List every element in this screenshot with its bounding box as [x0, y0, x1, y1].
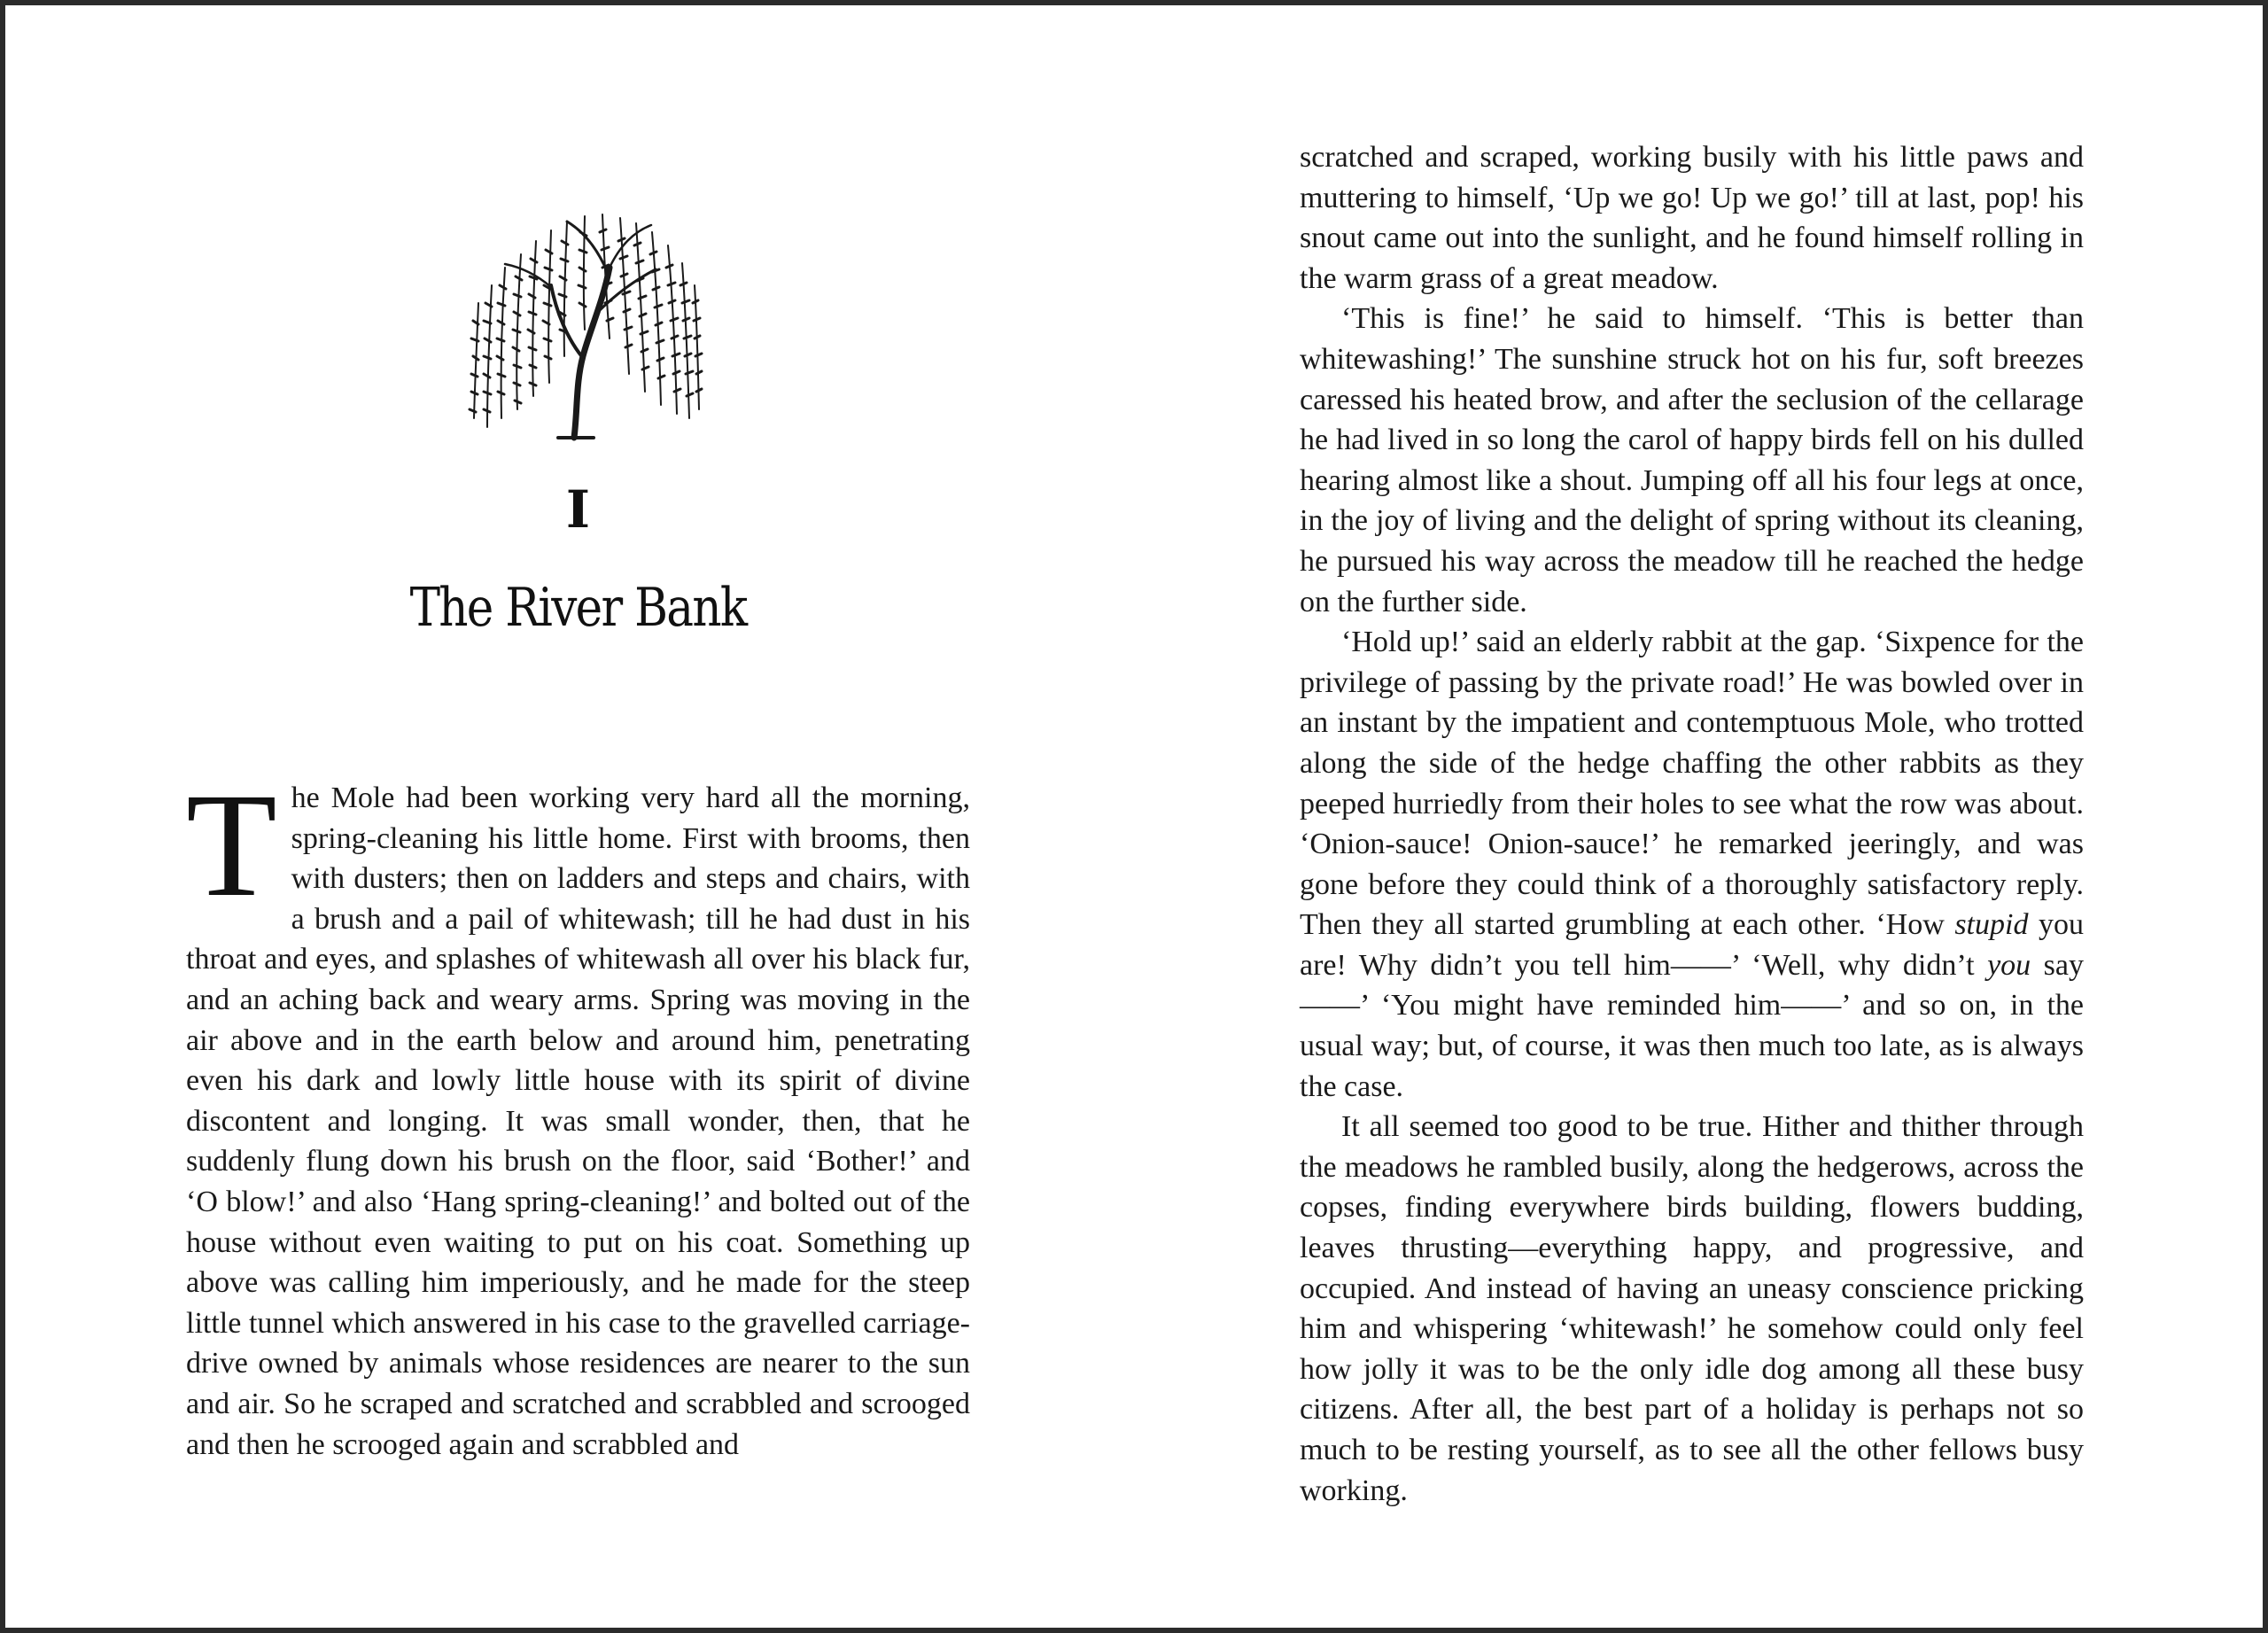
left-page-body: [186, 763, 970, 1465]
willow-tree-icon: [452, 206, 709, 445]
right-page-body: [1300, 137, 2084, 1511]
opening-paragraph-text: he Mole had been working very hard all the morning, spring-cleaning his little home. First with brooms, then with dusters; then on ladders and steps and chairs, with a brush and a pail of whitewash; till he had dust in his throat and eyes, and splashes of whitewash all over his black fur, and an aching back and weary arms. Spring was moving in the air above and in the earth below and around him, penetrating even his dark and lowly little house with its spirit of divine discontent and longing. It was small wonder, then, that he suddenly flung down his brush on the floor, said ‘Bother!’ and ‘O blow!’ and also ‘Hang spring-cleaning!’ and bolted out of the house without even waiting to put on his coat. Something up above was calling him imperiously, and he made for the steep little tunnel which answered in his case to the gravelled carriage-drive owned by animals whose residences are nearer to the sun and air. So he scraped and scratched and scrabbled and scrooged and then he scrooged again and scrabbled and: [186, 782, 970, 1461]
chapter-number: I: [565, 479, 591, 540]
opening-paragraph: [186, 763, 970, 1465]
paragraph-hold-up-part-b: you are! Why didn’t you tell him——’ ‘Well, why didn’t: [1300, 908, 2084, 982]
paragraph-hold-up-part-a: ‘Hold up!’ said an elderly rabbit at the gap. ‘Sixpence for the privilege of passing by the private road!’ He was bowled over in an instant by the impatient and contemptuous Mole, who trotted along the side of the hedge chaffing the other rabbits as they peeped hurriedly from their holes to see what the row was about. ‘Onion-sauce! Onion-sauce!’ he remarked jeeringly, and was gone before they could think of a thoroughly satisfactory reply. Then they all started grumbling at each other. ‘How: [1300, 626, 2084, 942]
paragraph-too-good: It all seemed too good to be true. Hither and thither through the meadows he rambled busily, along the hedgerows, across the copses, finding everywhere birds building, flowers budding, leaves thrusting—everything happy, and progressive, and occupied. And instead of having an uneasy conscience pricking him and whispering ‘whitewash!’ he somehow could only feel how jolly it was to be the only idle dog among all these busy citizens. After all, the best part of a holiday is perhaps not so much to be resting yourself, as to see all the other fellows busy working.: [1300, 1110, 2084, 1507]
italic-you: you: [1987, 948, 2031, 982]
paragraph-hold-up: [1300, 622, 2084, 1107]
left-page: [186, 0, 970, 1633]
continuation-paragraph: scratched and scraped, working busily with his little paws and muttering to himself, ‘Up we go! Up we go!’ till at last, pop! his snout came out into the sunlight, and he found himself rolling in the warm grass of a great meadow.: [1300, 141, 2084, 295]
chapter-title: The River Bank: [409, 577, 747, 639]
right-page: [1300, 0, 2084, 1633]
italic-stupid: stupid: [1954, 908, 2029, 942]
drop-cap: T: [186, 763, 277, 928]
paragraph-hold-up-part-c: say——’ ‘You might have reminded him——’ and so on, in the usual way; but, of course, it was then much too late, as is always the case.: [1300, 948, 2085, 1103]
paragraph-this-is-fine: ‘This is fine!’ he said to himself. ‘This is better than whitewashing!’ The sunshine struck hot on his fur, soft breezes caressed his heated brow, and after the seclusion of the cellarage he had lived in so long the carol of happy birds fell on his dulled hearing almost like a shout. Jumping off all his four legs at once, in the joy of living and the delight of spring without its cleaning, he pursued his way across the meadow till he reached the hedge on the further side.: [1300, 302, 2084, 618]
